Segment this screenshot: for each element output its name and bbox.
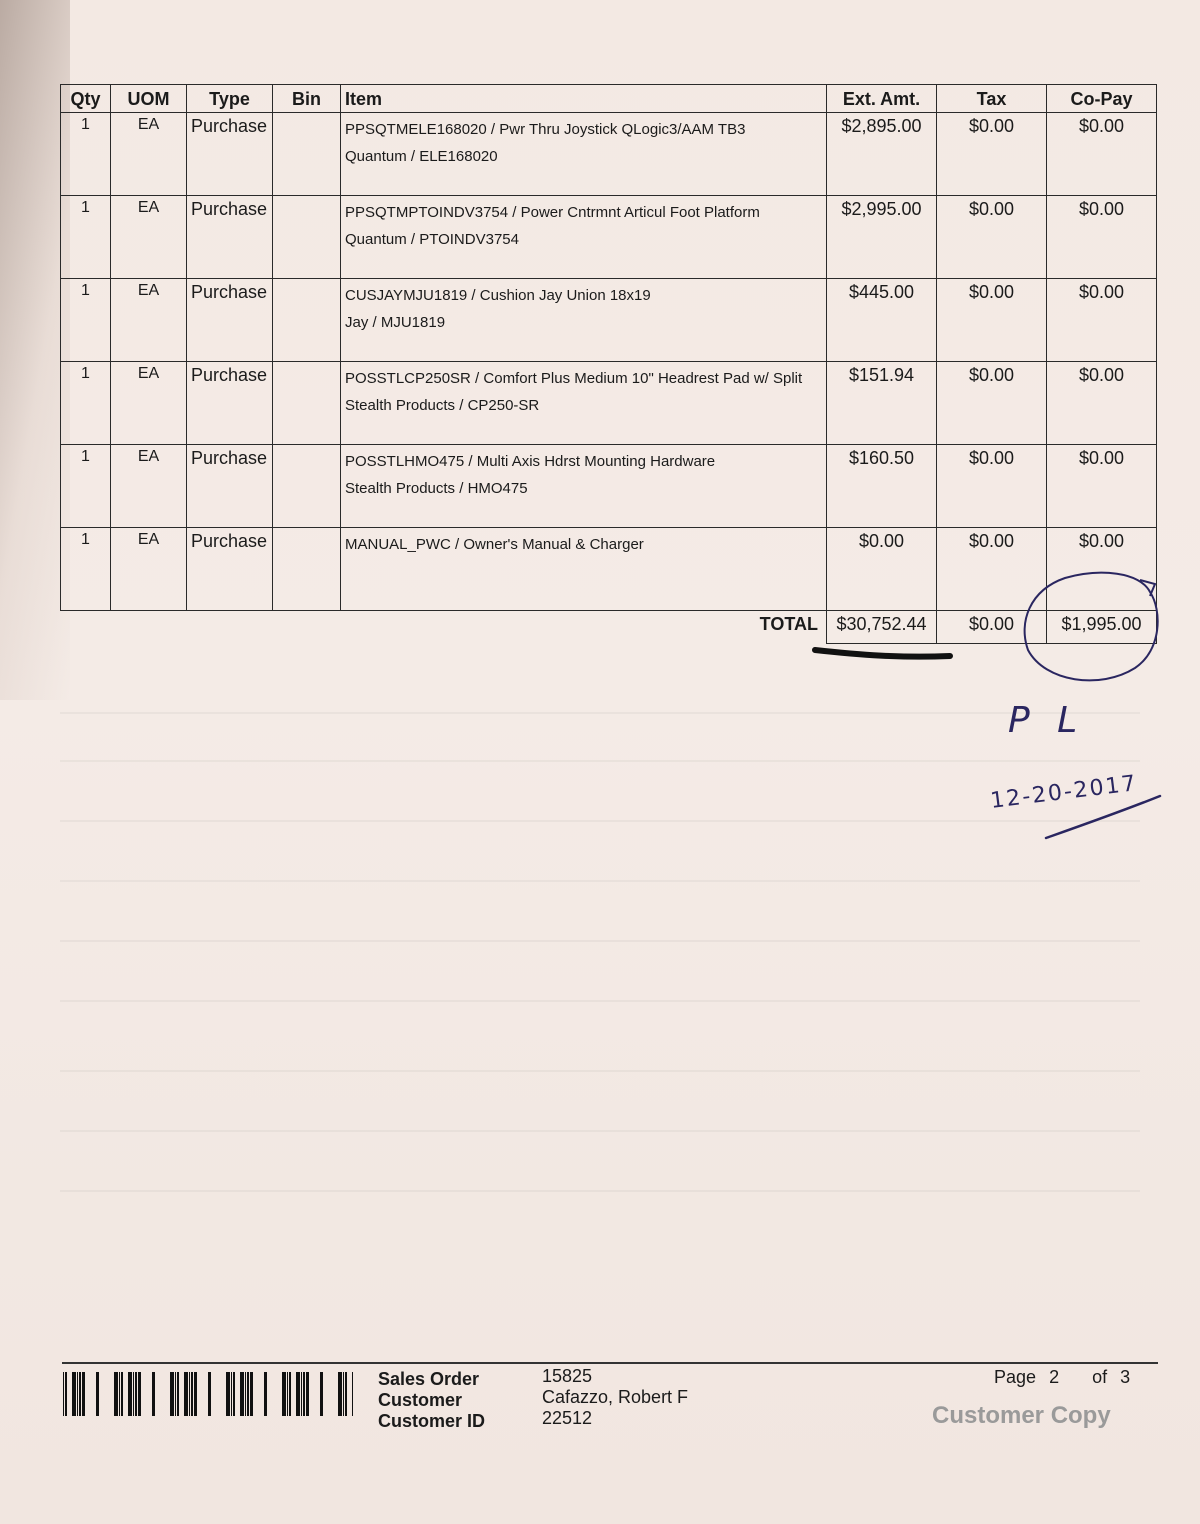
uom-cell: EA bbox=[111, 113, 187, 196]
type-cell: Purchase bbox=[187, 445, 273, 528]
item-description: POSSTLHMO475 / Multi Axis Hdrst Mounting Hardware bbox=[345, 453, 716, 470]
type-cell: Purchase bbox=[187, 362, 273, 445]
ext-amt-cell: $0.00 bbox=[827, 528, 937, 611]
item-description: PPSQTMPTOINDV3754 / Power Cntrmnt Articul Foot Platform bbox=[345, 204, 760, 221]
qty-cell: 1 bbox=[61, 528, 111, 611]
of-label: of bbox=[1092, 1367, 1108, 1387]
col-header-uom: UOM bbox=[111, 85, 187, 113]
uom-cell: EA bbox=[111, 279, 187, 362]
copay-cell: $0.00 bbox=[1047, 528, 1157, 611]
total-copay: $1,995.00 bbox=[1047, 611, 1157, 644]
copay-cell: $0.00 bbox=[1047, 445, 1157, 528]
col-header-bin: Bin bbox=[273, 85, 341, 113]
item-manufacturer: Jay / MJU1819 bbox=[345, 314, 446, 331]
page-indicator bbox=[994, 1367, 1130, 1388]
customer-copy-label: Customer Copy bbox=[932, 1402, 1111, 1429]
ext-amt-cell: $445.00 bbox=[827, 279, 937, 362]
customer-label: Customer bbox=[378, 1390, 463, 1410]
copay-cell: $0.00 bbox=[1047, 279, 1157, 362]
handwritten-initials: P L bbox=[1008, 700, 1086, 741]
item-description: POSSTLCP250SR / Comfort Plus Medium 10" Headrest Pad w/ Split bbox=[345, 370, 803, 387]
tax-cell: $0.00 bbox=[937, 279, 1047, 362]
footer-rule bbox=[62, 1362, 1158, 1364]
page-label: Page bbox=[994, 1367, 1037, 1387]
tax-cell: $0.00 bbox=[937, 196, 1047, 279]
barcode-icon bbox=[63, 1372, 353, 1416]
tax-cell: $0.00 bbox=[937, 445, 1047, 528]
ext-amt-cell: $2,895.00 bbox=[827, 113, 937, 196]
uom-cell: EA bbox=[111, 528, 187, 611]
type-cell: Purchase bbox=[187, 196, 273, 279]
uom-cell: EA bbox=[111, 362, 187, 445]
page-number: 2 bbox=[1049, 1367, 1060, 1387]
item-manufacturer: Quantum / ELE168020 bbox=[345, 148, 498, 165]
copay-cell: $0.00 bbox=[1047, 113, 1157, 196]
uom-cell: EA bbox=[111, 445, 187, 528]
ext-amt-cell: $151.94 bbox=[827, 362, 937, 445]
item-description: PPSQTMELE168020 / Pwr Thru Joystick QLogic3/AAM TB3 bbox=[345, 121, 746, 138]
total-ext-amt: $30,752.44 bbox=[827, 611, 937, 644]
tax-cell: $0.00 bbox=[937, 362, 1047, 445]
handwritten-date: 12-20-2017 bbox=[989, 771, 1139, 814]
footer-values bbox=[542, 1366, 688, 1429]
total-tax: $0.00 bbox=[937, 611, 1047, 644]
copay-cell: $0.00 bbox=[1047, 196, 1157, 279]
col-header-tax: Tax bbox=[937, 85, 1047, 113]
item-description: CUSJAYMJU1819 / Cushion Jay Union 18x19 bbox=[345, 287, 651, 304]
customer-name: Cafazzo, Robert F bbox=[542, 1387, 689, 1407]
tax-cell: $0.00 bbox=[937, 528, 1047, 611]
col-header-ext-amt: Ext. Amt. bbox=[827, 85, 937, 113]
customer-id: 22512 bbox=[542, 1408, 593, 1428]
copay-cell: $0.00 bbox=[1047, 362, 1157, 445]
col-header-item: Item bbox=[341, 85, 827, 113]
item-manufacturer: Stealth Products / HMO475 bbox=[345, 480, 528, 497]
qty-cell: 1 bbox=[61, 362, 111, 445]
item-description: MANUAL_PWC / Owner's Manual & Charger bbox=[345, 536, 644, 553]
col-header-copay: Co-Pay bbox=[1047, 85, 1157, 113]
tax-cell: $0.00 bbox=[937, 113, 1047, 196]
item-manufacturer: Stealth Products / CP250-SR bbox=[345, 397, 540, 414]
ext-amt-cell: $2,995.00 bbox=[827, 196, 937, 279]
ext-amt-cell: $160.50 bbox=[827, 445, 937, 528]
page-total: 3 bbox=[1120, 1367, 1131, 1387]
type-cell: Purchase bbox=[187, 113, 273, 196]
type-cell: Purchase bbox=[187, 279, 273, 362]
item-manufacturer: Quantum / PTOINDV3754 bbox=[345, 231, 519, 248]
qty-cell: 1 bbox=[61, 196, 111, 279]
qty-cell: 1 bbox=[61, 279, 111, 362]
footer-labels bbox=[378, 1369, 485, 1432]
qty-cell: 1 bbox=[61, 445, 111, 528]
uom-cell: EA bbox=[111, 196, 187, 279]
qty-cell: 1 bbox=[61, 113, 111, 196]
type-cell: Purchase bbox=[187, 528, 273, 611]
col-header-type: Type bbox=[187, 85, 273, 113]
col-header-qty: Qty bbox=[61, 85, 111, 113]
total-label: TOTAL bbox=[759, 614, 818, 634]
customer-id-label: Customer ID bbox=[378, 1411, 486, 1431]
sales-order-label: Sales Order bbox=[378, 1369, 480, 1389]
sales-order-number: 15825 bbox=[542, 1366, 593, 1386]
